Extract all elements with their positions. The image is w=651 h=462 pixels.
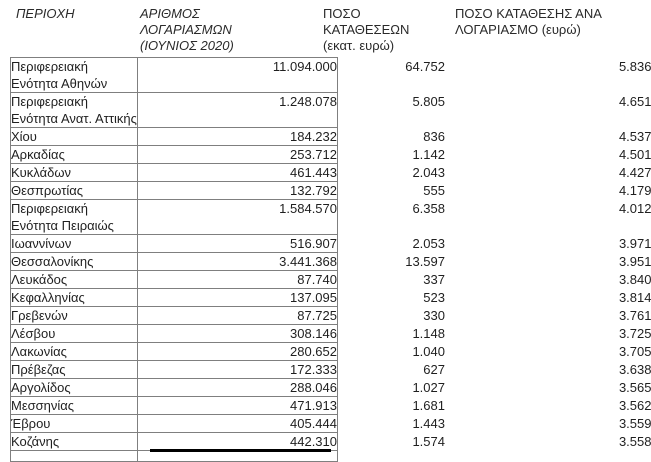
- cell-deposit-per-account: 5.836: [446, 58, 651, 93]
- table-row: [11, 235, 651, 253]
- cell-deposit-per-account: 3.761: [446, 307, 651, 325]
- table-row: [11, 200, 651, 235]
- cell-region: Κεφαλληνίας: [11, 289, 138, 307]
- cell-region: Αργολίδος: [11, 379, 138, 397]
- cell-deposits: 836: [338, 128, 446, 146]
- cell-accounts: 87.725: [138, 307, 338, 325]
- table-row: [11, 433, 651, 451]
- cell-deposit-per-account: 4.012: [446, 200, 651, 235]
- cell-accounts: 288.046: [138, 379, 338, 397]
- cell-region: Περιφερειακή Ενότητα Αθηνών: [11, 58, 138, 93]
- table-row: [11, 379, 651, 397]
- column-header-deposit-per-account: ΠΟΣΟ ΚΑΤΑΘΕΣΗΣ ΑΝΑ ΛΟΓΑΡΙΑΣΜΟ (ευρώ): [455, 6, 647, 38]
- cell-deposit-per-account: 4.651: [446, 93, 651, 128]
- cell-region: Θεσπρωτίας: [11, 182, 138, 200]
- table-row: [11, 361, 651, 379]
- cell-region: Ιωαννίνων: [11, 235, 138, 253]
- cell-region: Λέσβου: [11, 325, 138, 343]
- cell-accounts: 1.248.078: [138, 93, 338, 128]
- cell-region: Έβρου: [11, 415, 138, 433]
- cell-deposits: 1.574: [338, 433, 446, 451]
- cell-deposits: 64.752: [338, 58, 446, 93]
- cell-deposit-per-account: 3.725: [446, 325, 651, 343]
- cell-deposit-per-account: 4.427: [446, 164, 651, 182]
- deposits-table: [10, 57, 651, 462]
- cell-accounts: 172.333: [138, 361, 338, 379]
- column-header-region: ΠΕΡΙΟΧΗ: [16, 6, 126, 22]
- cell-deposit-per-account: [446, 451, 651, 462]
- cell-deposits: 1.027: [338, 379, 446, 397]
- cell-deposit-per-account: 3.840: [446, 271, 651, 289]
- cell-deposits: 330: [338, 307, 446, 325]
- table-body: [11, 58, 651, 462]
- table-row: [11, 289, 651, 307]
- cell-deposit-per-account: 4.501: [446, 146, 651, 164]
- cell-accounts: 184.232: [138, 128, 338, 146]
- cell-deposits: 337: [338, 271, 446, 289]
- table-row: [11, 58, 651, 93]
- cell-deposits: 1.681: [338, 397, 446, 415]
- cell-deposit-per-account: 3.558: [446, 433, 651, 451]
- cell-accounts: 132.792: [138, 182, 338, 200]
- cell-deposits: 1.142: [338, 146, 446, 164]
- cell-accounts: [138, 451, 338, 462]
- cell-deposits: 1.148: [338, 325, 446, 343]
- cell-region: Γρεβενών: [11, 307, 138, 325]
- cell-region: Χίου: [11, 128, 138, 146]
- cell-region: [11, 451, 138, 462]
- cell-region: Περιφερειακή Ενότητα Ανατ. Αττικής: [11, 93, 138, 128]
- cell-accounts: 253.712: [138, 146, 338, 164]
- cell-accounts: 405.444: [138, 415, 338, 433]
- cell-deposits: 1.040: [338, 343, 446, 361]
- cell-region: Κυκλάδων: [11, 164, 138, 182]
- cell-region: Αρκαδίας: [11, 146, 138, 164]
- cell-deposit-per-account: 3.971: [446, 235, 651, 253]
- cell-deposits: 555: [338, 182, 446, 200]
- cell-accounts: 280.652: [138, 343, 338, 361]
- cell-region: Περιφερειακή Ενότητα Πειραιώς: [11, 200, 138, 235]
- table-row: [11, 397, 651, 415]
- cell-region: Κοζάνης: [11, 433, 138, 451]
- table-row: [11, 182, 651, 200]
- table-row: [11, 325, 651, 343]
- table-row: [11, 128, 651, 146]
- cell-accounts: 308.146: [138, 325, 338, 343]
- column-header-deposits: ΠΟΣΟ ΚΑΤΑΘΕΣΕΩΝ (εκατ. ευρώ): [323, 6, 435, 54]
- table-row: [11, 415, 651, 433]
- cell-deposits: 6.358: [338, 200, 446, 235]
- table-row: [11, 253, 651, 271]
- table-row: [11, 343, 651, 361]
- cell-deposits: 2.053: [338, 235, 446, 253]
- cell-accounts: 137.095: [138, 289, 338, 307]
- cell-deposits: 5.805: [338, 93, 446, 128]
- cell-deposit-per-account: 3.705: [446, 343, 651, 361]
- cell-accounts: 471.913: [138, 397, 338, 415]
- cell-accounts: 11.094.000: [138, 58, 338, 93]
- table-row: [11, 271, 651, 289]
- cell-region: Πρέβεζας: [11, 361, 138, 379]
- cell-region: Θεσσαλονίκης: [11, 253, 138, 271]
- cell-deposit-per-account: 3.951: [446, 253, 651, 271]
- cell-deposit-per-account: 3.638: [446, 361, 651, 379]
- cell-deposit-per-account: 3.565: [446, 379, 651, 397]
- cell-accounts: 1.584.570: [138, 200, 338, 235]
- cell-region: Μεσσηνίας: [11, 397, 138, 415]
- cell-accounts: 461.443: [138, 164, 338, 182]
- cell-accounts: 516.907: [138, 235, 338, 253]
- cell-deposit-per-account: 3.562: [446, 397, 651, 415]
- table-row: [11, 93, 651, 128]
- table-row: [11, 146, 651, 164]
- cell-accounts: 3.441.368: [138, 253, 338, 271]
- cell-region: Λακωνίας: [11, 343, 138, 361]
- cell-deposit-per-account: 3.559: [446, 415, 651, 433]
- table-row: [11, 307, 651, 325]
- cell-deposits: 523: [338, 289, 446, 307]
- table-row-cutoff: [11, 451, 651, 462]
- cell-accounts: 442.310: [138, 433, 338, 451]
- cell-deposits: 627: [338, 361, 446, 379]
- cell-region: Λευκάδος: [11, 271, 138, 289]
- cell-deposits: 1.443: [338, 415, 446, 433]
- table-row: [11, 164, 651, 182]
- column-header-accounts: ΑΡΙΘΜΟΣ ΛΟΓΑΡΙΑΣΜΩΝ (ΙΟΥΝΙΟΣ 2020): [140, 6, 262, 54]
- cell-deposit-per-account: 3.814: [446, 289, 651, 307]
- cell-deposit-per-account: 4.537: [446, 128, 651, 146]
- cell-deposit-per-account: 4.179: [446, 182, 651, 200]
- cell-deposits: 2.043: [338, 164, 446, 182]
- cell-deposits: 13.597: [338, 253, 446, 271]
- cell-deposits: [338, 451, 446, 462]
- cell-accounts: 87.740: [138, 271, 338, 289]
